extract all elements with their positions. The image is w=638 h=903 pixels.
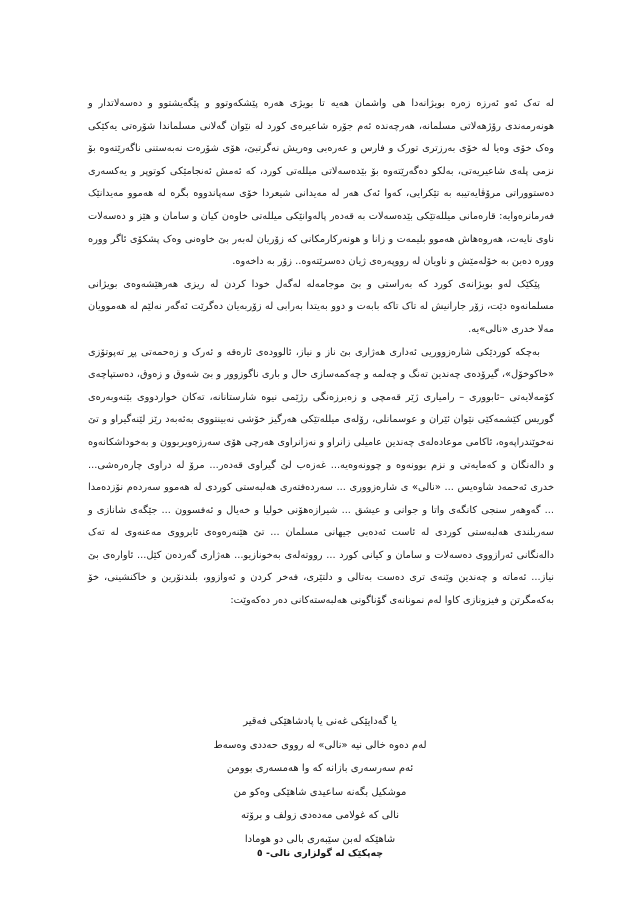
body-text bbox=[88, 93, 554, 613]
poem-block bbox=[150, 710, 490, 851]
poem-line-5: نالی که‌ غولامی مه‌ده‌دی زولف و برۆته‌ bbox=[240, 810, 400, 821]
poem-line-2: له‌م ده‌وه‌ خالی نیه‌ «نالی» له‌ رووی حه‌ددی وه‌سه‌ط bbox=[213, 739, 427, 751]
paragraph-1: له‌ ته‌ک ئه‌و ئه‌رزه‌ زه‌ره‌ بویژانه‌دا هی واشمان هه‌یه‌ تا بویژی هه‌ره‌ پێشکه‌وتوو و پێگه‌یشتوو و ده‌سه‌لاتدار و هونه‌رمه‌ندی رۆژهه‌لاتی مسلمانه‌، هه‌رچه‌نده‌ ئه‌م جۆره‌ شاعیره‌ی کورد له‌ نێوان گه‌لانی مسلماندا شۆره‌تی یه‌کێکی وه‌ک خۆی وه‌یا له‌ خۆی به‌رزتری تورک و فارس و عه‌ره‌بی وه‌ریش نه‌گرتبێ، هۆی شۆره‌ت نه‌به‌ستنی ناگه‌رێته‌وه‌ بۆ نزمی پله‌ی شاعیریه‌تی، به‌لکو ده‌گه‌رێته‌وه‌ بۆ بێده‌سه‌لاتی میلله‌تی کورد، که‌ ئه‌مش ئه‌نجامێکی کوتوپر و یه‌کسه‌ری ده‌ستووراتی مرۆڤایه‌تیبه‌ به‌ تێکرایی، که‌وا ئه‌ک هه‌ر له‌ مه‌یدانی شیعردا خۆی سه‌پاندووه‌ بگره‌ له‌ هه‌موو مه‌یدانێک فه‌رمانره‌وایه‌: قاره‌مانی میلله‌تێکی بێده‌سه‌لات به‌ قه‌ده‌ر پاله‌وانێکی میلله‌تی خاوه‌ن کیان و سامان و هێز و ده‌سه‌لات ناوی نایه‌ت، هه‌روه‌هاش هه‌موو بلیمه‌ت و زانا و هونه‌رکارمکانی که‌ زۆریان له‌به‌ر بێ خاوه‌نی وه‌ک پشکۆی ئاگر ووره‌ ووره‌ ده‌بن به‌ خۆله‌مێش و ناویان له‌ رووپه‌ره‌ی ژیان ده‌سرێته‌وه‌.. زۆر به‌ داخه‌وه‌. bbox=[88, 98, 554, 268]
paragraph-2: پێکێک له‌و بویژانه‌ی کورد که‌ به‌راستی و بێ موجامه‌له‌ له‌گه‌ل خودا کردن له‌ ریزی هه‌رهێشه‌وه‌ی بویژانی مسلمانه‌وه‌ دێت، زۆر جارانیش له‌ تاک تاکه‌ بابه‌ت و دوو به‌یتدا به‌رابی له‌ زۆربه‌یان ده‌گرێت ئه‌گه‌ر نه‌لێم له‌ هه‌موویان مه‌لا خدری «نالی»یه‌. bbox=[88, 278, 554, 335]
page-footer: چه‌پکێک له‌ گولزاری نالی- ٥ bbox=[256, 848, 384, 859]
poem-line-4: موشکیل بگه‌نه‌ ساعیدی شاهێکی وه‌کو من bbox=[233, 786, 407, 798]
poem-line-3: ئه‌م سه‌رسه‌ری بازانه‌ که‌ وا هه‌مسه‌ری بوومن bbox=[226, 763, 414, 774]
poem-line-1: یا گه‌دایێکی غه‌نی یا پادشاهێکی فه‌قیر bbox=[243, 716, 397, 727]
poem-line-6: شاهێکه‌ له‌بن سێبه‌ری بالی دو هومادا bbox=[244, 833, 396, 845]
paragraph-3: به‌چکه‌ کوردێکی شاره‌زووریی ئه‌داری هه‌ژاری بێ ناز و نیاز، ئالووده‌ی ئاره‌قه‌ و ئه‌رک و زه‌حمه‌تی پڕ ته‌پوتۆزی «خاکوخۆل»، گیرۆده‌ی چه‌ندین ته‌نگ و چه‌لمه‌ و چه‌کمه‌سازی حال و باری ناگوزوور و بێ شه‌وق و زه‌وق، ده‌ستپاچه‌ی کۆمه‌لایه‌تی –ئابووری – رامیاری ژێر قه‌مچی و زه‌برزه‌نگی رژێمی نیوه‌ شارستانانه‌، ته‌کان خواردووی بێنه‌وبه‌ره‌ی گوریس کێشمه‌کێی نێوان ئێران و عوسمانلی، رۆله‌ی میلله‌تێکی هه‌رگیز خۆشی نه‌بینتووی به‌ئه‌به‌د رێز لێنه‌گیراو و تێ نه‌خوێندراپه‌وه‌، ئاکامی موعاده‌له‌ی چه‌ندین عامیلی زانراو و نه‌زانراوی هه‌رچی هۆی سه‌رزه‌ویربوون و به‌خوداشکانه‌وه‌ و داله‌نگان و که‌مایه‌تی و نزم بوونه‌وه‌ و چوونه‌وه‌یه‌... غه‌زه‌ب لێ گیراوی قه‌ده‌ر... مرۆ له‌ دراوی چاره‌رەشی... خدری ئه‌حمه‌د شاوه‌یس ... «نالی» ی شاره‌زووری ... سه‌رده‌فته‌ری هه‌لبه‌ستی کوردی له‌ هه‌موو سه‌رده‌م نۆزده‌مدا ... گه‌وهه‌ر سنجی کانگه‌ی واتا و جوانی و عیشق ... شیرازه‌هۆنی خولیا و خه‌یال و ئه‌فسوون ... جێگه‌ی شانازی و سه‌ربلندی هه‌لبه‌ستی کوردی له‌ ئاست ئه‌ده‌بی جیهانی مسلمان ... تێ هێنه‌ره‌وه‌ی ئابرووی مه‌عنه‌وی له‌ ته‌ک داله‌نگانی ئه‌رازووی ده‌سه‌لات و سامان و کیانی کورد ... رووته‌له‌ی به‌خونازیو... هه‌ژاری گه‌رده‌ن کێل... ئاواره‌ی بێ نیاز... ئه‌ماته‌ و چه‌ندین وێنه‌ی تری ده‌ست به‌تالی و دلتێری، فه‌خر کردن و ئه‌وازوو، بلندنۆرین و خاکنشینی، خۆ به‌که‌مگرتن و فیزونازی کاوا له‌م نمونانه‌ی گۆناگونی هه‌لبه‌سته‌کانی ده‌ر ده‌که‌وێت: bbox=[88, 346, 554, 607]
